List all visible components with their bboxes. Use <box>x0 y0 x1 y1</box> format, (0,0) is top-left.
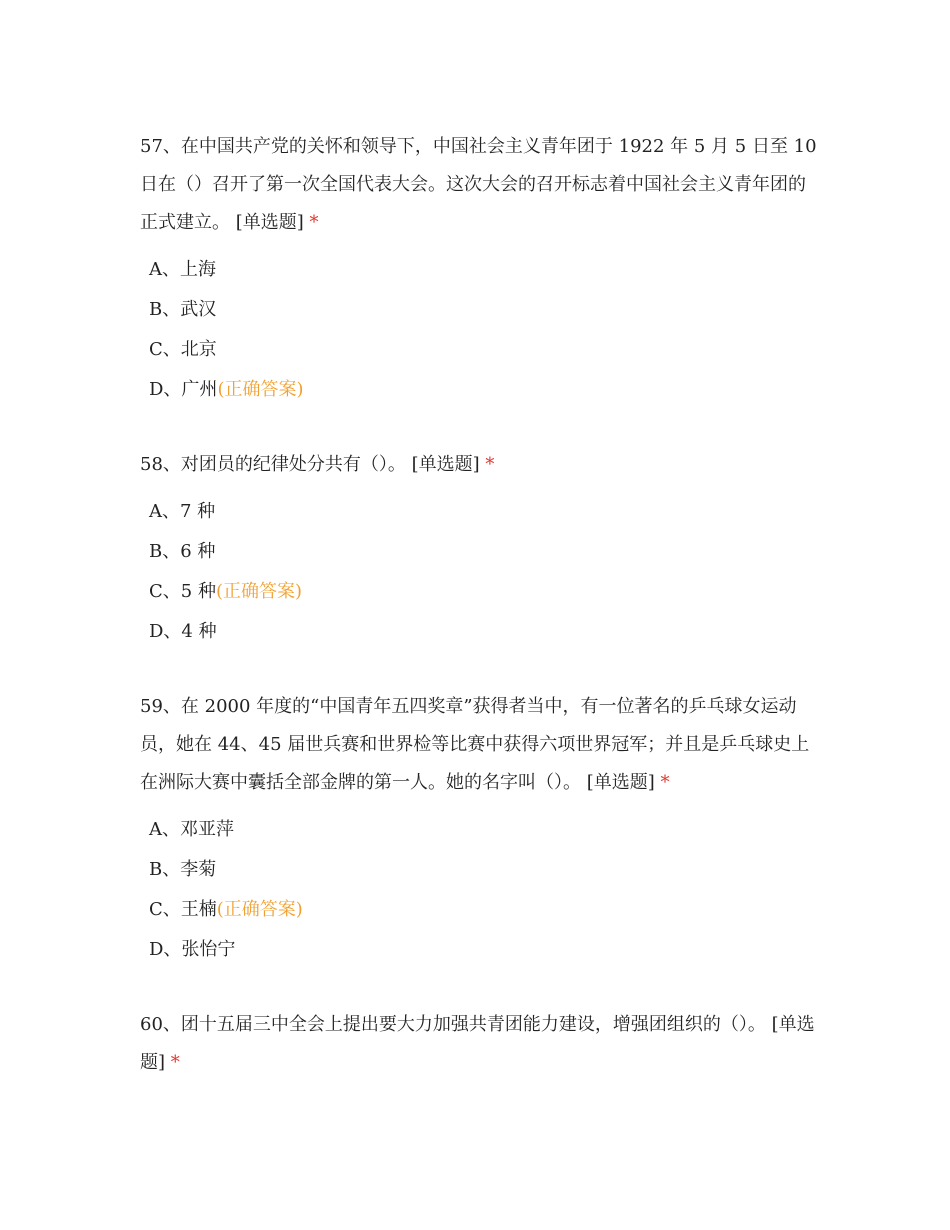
option-list <box>140 250 820 410</box>
option-a[interactable] <box>140 492 820 532</box>
option-a[interactable] <box>140 250 820 290</box>
question-59 <box>140 688 820 970</box>
required-mark: * <box>170 1052 180 1073</box>
question-spacer <box>140 970 820 1006</box>
option-list <box>140 810 820 970</box>
option-label: C、王楠 <box>149 899 217 920</box>
option-label: B、李菊 <box>149 859 217 880</box>
option-c[interactable] <box>140 890 820 930</box>
question-58 <box>140 446 820 652</box>
required-mark: * <box>485 454 495 475</box>
option-d[interactable] <box>140 930 820 970</box>
option-d[interactable] <box>140 612 820 652</box>
option-label: A、上海 <box>149 259 216 280</box>
question-60 <box>140 1006 820 1082</box>
option-label: C、北京 <box>149 339 217 360</box>
option-label: D、张怡宁 <box>149 939 236 960</box>
option-a[interactable] <box>140 810 820 850</box>
question-text-body: 58、对团员的纪律处分共有（）。 [单选题] <box>140 454 480 475</box>
question-spacer <box>140 652 820 688</box>
option-label: B、武汉 <box>149 299 217 320</box>
question-57 <box>140 128 820 410</box>
question-text <box>140 128 820 242</box>
question-text <box>140 688 820 802</box>
question-text <box>140 446 820 484</box>
correct-answer-note: (正确答案) <box>217 379 304 400</box>
option-label: A、7 种 <box>149 501 216 522</box>
question-text-body: 59、在 2000 年度的“中国青年五四奖章”获得者当中，有一位著名的乒乓球女运动员，她在 44、45 届世兵赛和世界检等比赛中获得六项世界冠军；并且是乒乓球史上在洲际大赛中囊括全部金牌的第一人。她的名字叫（）。 [单选题] <box>140 696 810 793</box>
option-b[interactable] <box>140 532 820 572</box>
required-mark: * <box>660 772 670 793</box>
required-mark: * <box>309 212 319 233</box>
option-c[interactable] <box>140 330 820 370</box>
option-label: C、5 种 <box>149 581 216 602</box>
option-label: D、广州 <box>149 379 218 400</box>
option-d[interactable] <box>140 370 820 410</box>
question-text <box>140 1006 820 1082</box>
quiz-document <box>140 128 820 1082</box>
option-b[interactable] <box>140 290 820 330</box>
option-label: B、6 种 <box>149 541 216 562</box>
option-list <box>140 492 820 652</box>
option-label: A、邓亚萍 <box>149 819 234 840</box>
option-label: D、4 种 <box>149 621 217 642</box>
question-spacer <box>140 410 820 446</box>
option-c[interactable] <box>140 572 820 612</box>
correct-answer-note: (正确答案) <box>215 581 302 602</box>
question-text-body: 57、在中国共产党的关怀和领导下，中国社会主义青年团于 1922 年 5 月 5 日至 10 日在（）召开了第一次全国代表大会。这次大会的召开标志着中国社会主义青年团的正式建立。 [单选题] <box>140 136 817 233</box>
option-b[interactable] <box>140 850 820 890</box>
question-text-body: 60、团十五届三中全会上提出要大力加强共青团能力建设，增强团组织的（）。 [单选题] <box>140 1014 815 1073</box>
correct-answer-note: (正确答案) <box>216 899 303 920</box>
